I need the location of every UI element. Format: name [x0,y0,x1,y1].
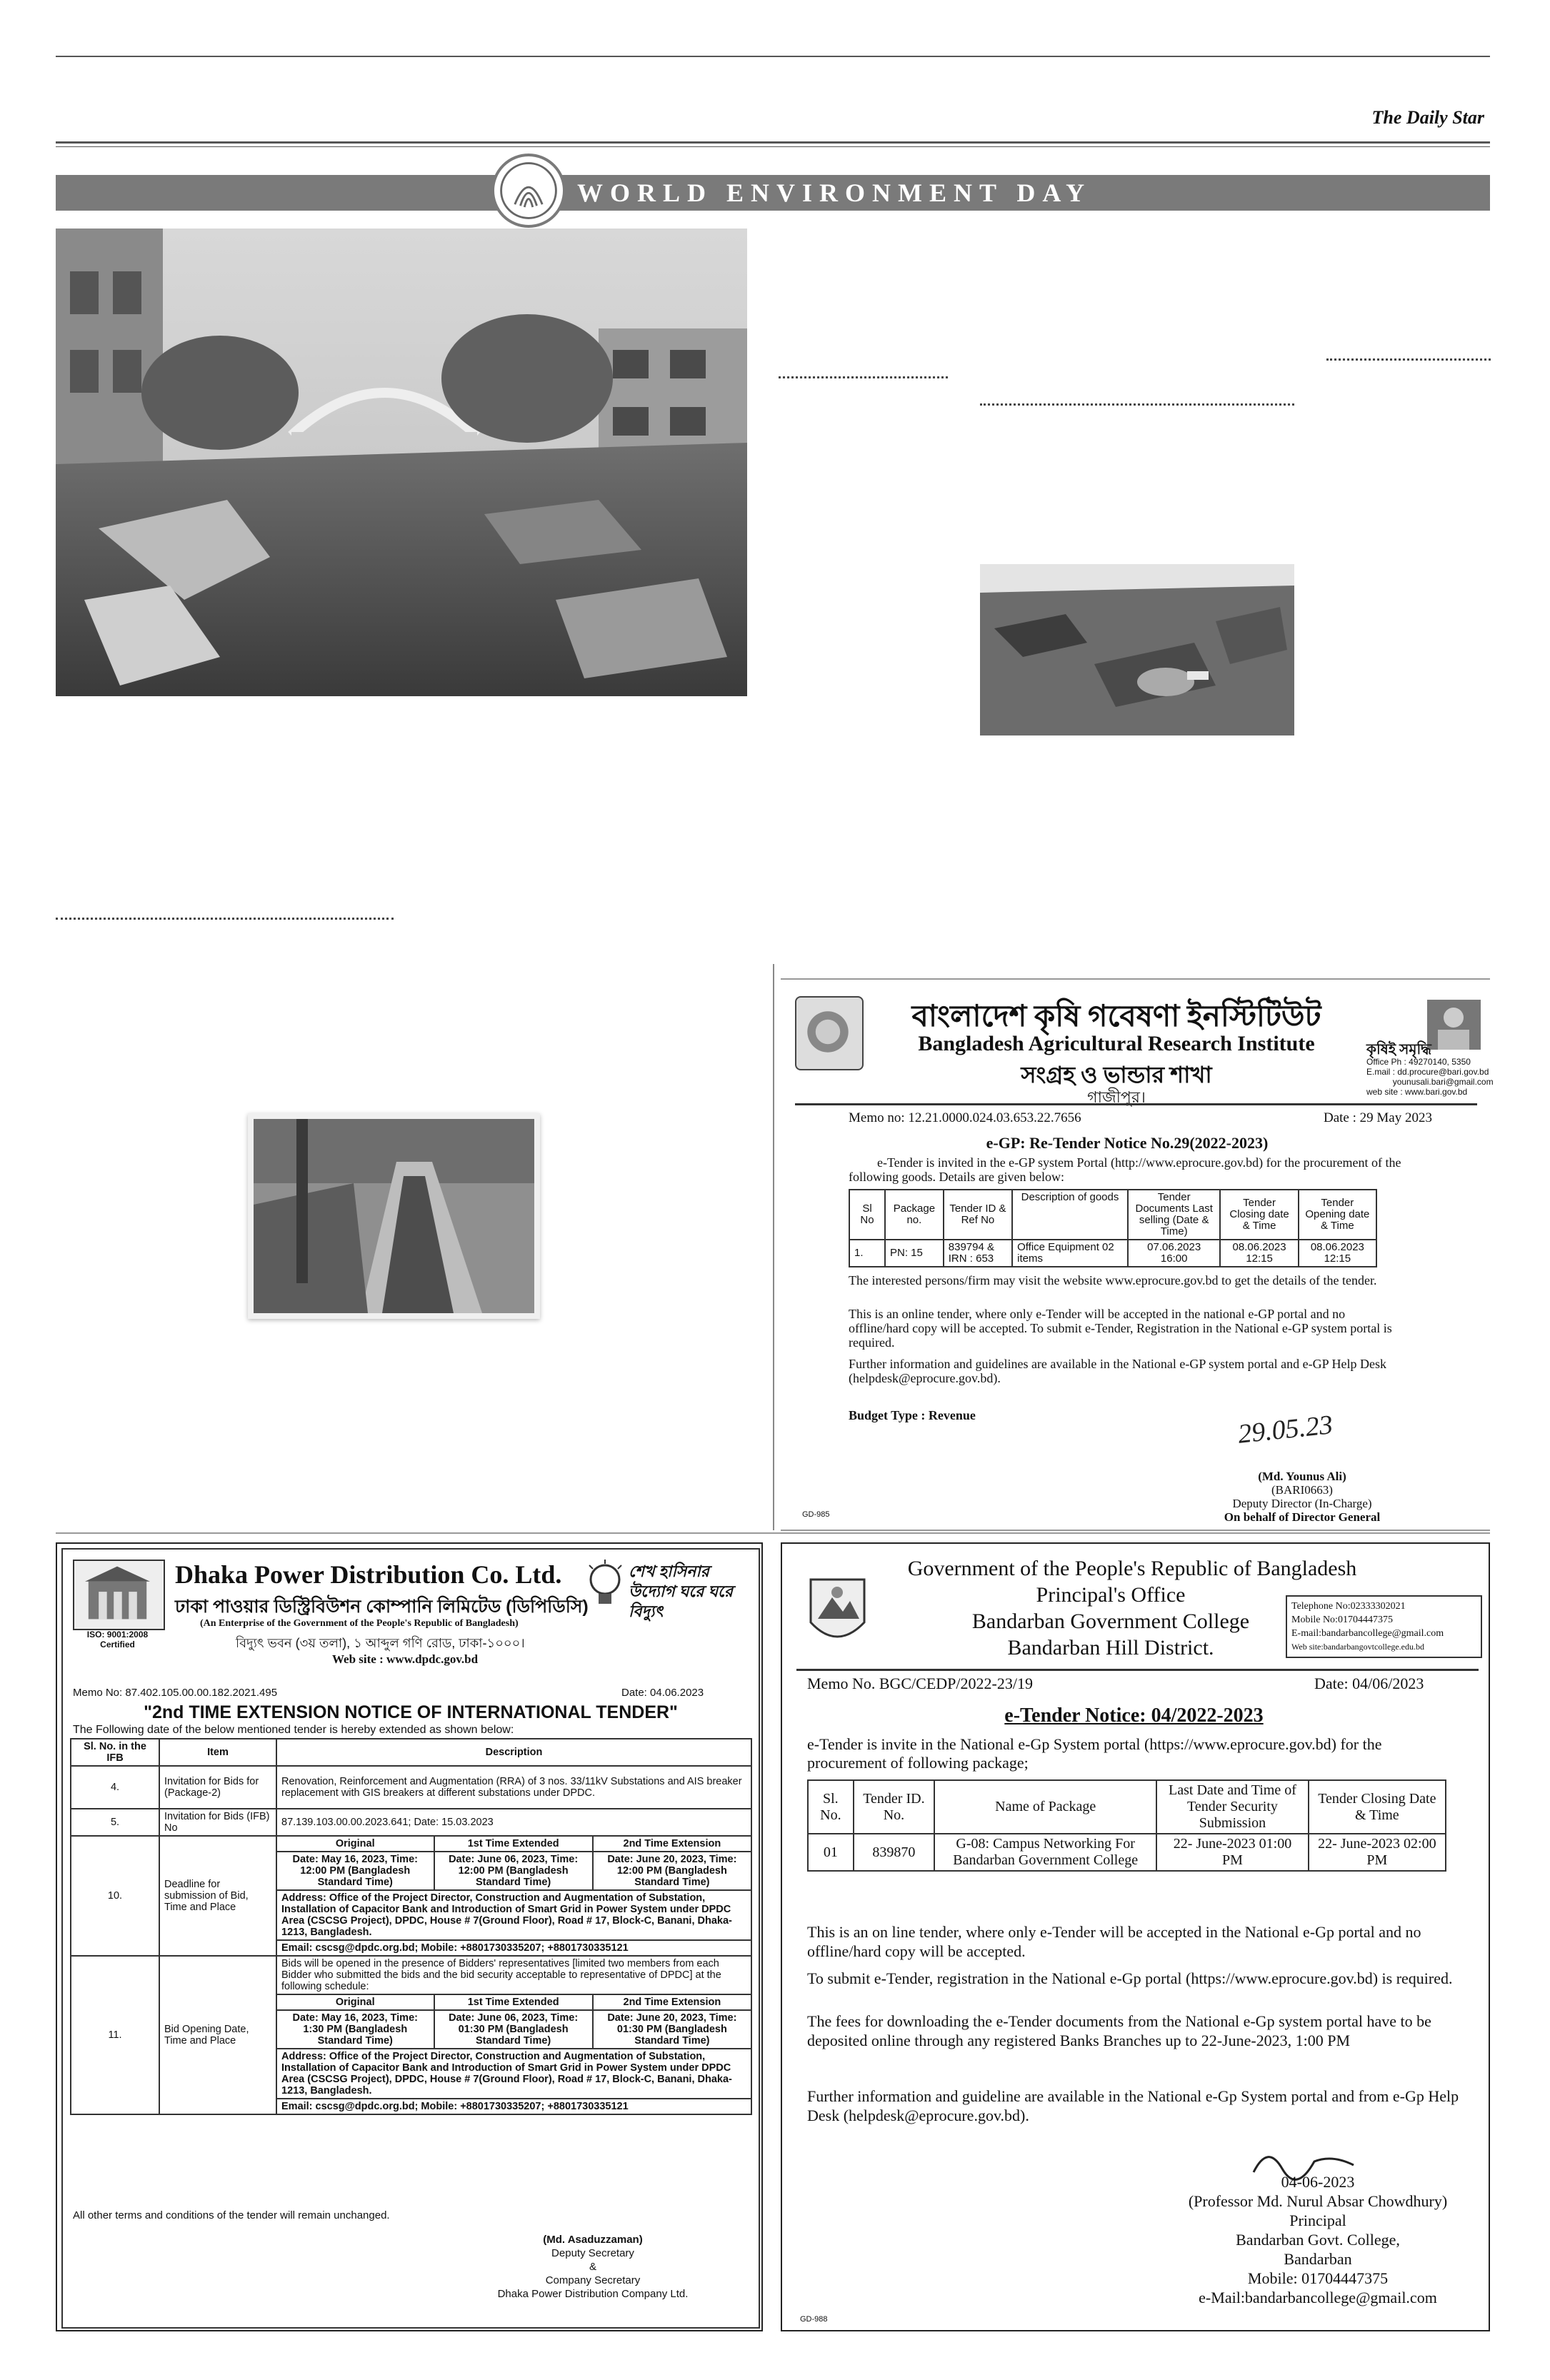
masthead: The Daily Star [1371,107,1484,128]
dpdc-logo [73,1560,165,1630]
dpdc-signer-org: Dhaka Power Distribution Company Ltd. [497,2288,689,2300]
bari-slogan: কৃষিই সমৃদ্ধি [1366,1042,1431,1058]
bari-signer-title: Deputy Director (In-Charge) [1232,1497,1372,1510]
portrait-icon [1427,1000,1481,1050]
bulb-logo [586,1558,625,1615]
bari-para3: Further information and guidelines are available in the National e-GP system portal and e-GP Help Desk (helpdesk@eprocure.gov.bd). [849,1357,1386,1385]
bgc-district: Bandarban Hill District. [1007,1636,1214,1660]
bgc-para2: To submit e-Tender, registration in the National e-Gp portal (https://www.eprocure.gov.bd) is required. [807,1969,1453,1987]
dpdc-footer: All other terms and conditions of the tender will remain unchanged. [73,2209,390,2221]
portrait [1427,1000,1481,1050]
bgc-para1: This is an on line tender, where only e-Tender will be accepted in the National e-Gp portal and no offline/hard copy will be accepted. [807,1923,1421,1960]
fingerprint-icon [494,156,563,225]
table-header-row: Sl. No. in the IFB Item Description [71,1739,751,1766]
header-rule [56,141,1490,144]
bgc-signer-email: e-Mail:bandarbancollege@gmail.com [1199,2289,1437,2306]
dpdc-signer-name: (Md. Asaduzzaman) [543,2234,643,2246]
column-rule [1326,358,1491,361]
bgc-signer-org: Bandarban Govt. College, [1236,2231,1400,2249]
bgc-signer-title: Principal [1289,2211,1346,2229]
bgc-telephone: Telephone No:02333302021 [1291,1601,1406,1612]
dpdc-extension-notice [56,1542,763,2331]
bari-name-en: Bangladesh Agricultural Research Institute [918,1032,1315,1055]
bari-tender-table [849,1189,1377,1267]
bgc-mobile: Mobile No:01704447375 [1291,1615,1393,1625]
table-row: Email: cscsg@dpdc.org.bd; Mobile: +8801730335207; +8801730335121 [71,2099,751,2114]
bari-intro: e-Tender is invited in the e-GP system Portal (http://www.eprocure.gov.bd) for the procurement of the following goods. Details are given below: [849,1155,1401,1184]
top-rule [56,56,1490,57]
table-row: 10. Deadline for submission of Bid, Time and Place Original 1st Time Extended 2nd Time Extension [71,1836,751,1852]
column-divider [773,964,774,1530]
dpdc-title: "2nd TIME EXTENSION NOTICE OF INTERNATIONAL TENDER" [144,1702,678,1722]
bgc-email: E-mail:bandarbancollege@gmail.com [1291,1628,1444,1639]
environment-day-logo [491,154,566,228]
table-row: 01 839870 G-08: Campus Networking For Bandarban Government College 22- June-2023 01:00 PM 22- June-2023 02:00 PM [808,1834,1446,1871]
bari-name-bn: বাংলাদেশ কৃষি গবেষণা ইনস্টিটিউট [911,1000,1321,1033]
dpdc-date: Date: 04.06.2023 [621,1687,704,1699]
bgc-sign-date: 04-06-2023 [1281,2173,1355,2191]
bgc-signer-city: Bandarban [1284,2250,1352,2268]
light-bulb-icon [586,1558,625,1615]
column-rule [980,403,1294,406]
dpdc-memo: Memo No: 87.402.105.00.00.182.2021.495 [73,1687,278,1699]
bari-logo [795,996,864,1070]
bari-signer-block [1195,1470,1409,1524]
dpdc-signer-title2: Company Secretary [545,2274,641,2286]
table-row: 4. Invitation for Bids for (Package-2) Renovation, Reinforcement and Augmentation (RRA) of 3 nos. 33/11kV Substations and AIS breaker replacement with GIS breakers at different substations under DPDC. [71,1766,751,1809]
bgc-para4: Further information and guideline are available in the National e-Gp System portal and from e-Gp Help Desk (helpdesk@eprocure.gov.bd). [807,2087,1459,2124]
building-icon [74,1561,161,1626]
bari-budget: Budget Type : Revenue [849,1408,976,1422]
column-rule [779,376,948,378]
bari-city-bn: গাজীপুর। [1087,1088,1146,1106]
table-row: 5. Invitation for Bids (IFB) No 87.139.103.00.00.2023.641; Date: 15.03.2023 [71,1809,751,1836]
photo-canal-waste [56,229,747,696]
bari-memo: Memo no: 12.21.0000.024.03.653.22.7656 [849,1110,1081,1125]
bgc-gd: GD-988 [800,2315,828,2324]
table-header-row: Sl. No. Tender ID. No. Name of Package Last Date and Time of Tender Security Submission Tender Closing Date & Time [808,1780,1446,1834]
bari-signature: 29.05.23 [1236,1410,1334,1450]
bgc-gov: Government of the People's Republic of Bangladesh [907,1557,1357,1580]
table-row: Date: May 16, 2023, Time: 1:30 PM (Bangladesh Standard Time) Date: June 06, 2023, Time: 01:30 PM (Bangladesh Standard Time) Date: June 20, 2023, Time: 01:30 PM (Bangladesh Standard Time) [71,2010,751,2049]
dpdc-name-en: Dhaka Power Distribution Co. Ltd. [175,1560,562,1589]
bgc-date: Date: 04/06/2023 [1314,1674,1424,1692]
bgc-contact-box [1286,1595,1482,1658]
dpdc-address-bn: বিদ্যুৎ ভবন (৩য় তলা), ১ আব্দুল গণি রোড, ঢাকা-১০০০। [236,1636,525,1650]
emblem-icon [796,998,859,1066]
table-row: Address: Office of the Project Director, Construction and Augmentation of Substation, Installation of Capacitor Bank and Introduction of Smart Grid in Power System under DPDC Area (CSCSG Project), DPDC, House # 7(Ground Floor), Road # 17, Block-C, Banani, Dhaka-1213, Bangladesh. [71,2049,751,2099]
section-rule [56,1532,1490,1534]
bgc-college: Bandarban Government College [971,1610,1250,1633]
bari-section-bn: সংগ্রহ ও ভান্ডার শাখা [1021,1062,1212,1088]
bari-date: Date : 29 May 2023 [1324,1110,1432,1125]
dpdc-enterprise: (An Enterprise of the Government of the People's Republic of Bangladesh) [200,1618,519,1629]
column-rule [56,918,394,920]
dpdc-signer-title: Deputy Secretary [551,2247,634,2259]
dpdc-iso: ISO: 9001:2008 Certified [86,1630,149,1650]
bgc-signer-name: (Professor Md. Nurul Absar Chowdhury) [1188,2192,1448,2210]
table-row: 1. PN: 15 839794 & IRN : 653 Office Equipment 02 items 07.06.2023 16:00 08.06.2023 12:15 08.06.2023 12:15 [849,1240,1376,1267]
dpdc-website: Web site : www.dpdc.gov.bd [332,1652,479,1666]
bari-contact: Office Ph : 49270140, 5350 E.mail : dd.procure@bari.gov.bd younusali.bari@gmail.com web site : www.bari.gov.bd [1366,1057,1494,1097]
bari-tender-notice [781,971,1494,1530]
bgc-web: Web site:bandarbangovtcollege.edu.bd [1291,1642,1424,1652]
bgc-memo: Memo No. BGC/CEDP/2022-23/19 [807,1674,1033,1692]
dpdc-signer-block [471,2233,714,2301]
table-header-row: Sl No Package no. Tender ID & Ref No Description of goods Tender Documents Last selling (Date & Time) Tender Closing date & Time Tender Opening date & Time [849,1190,1376,1240]
bari-signer-id: (BARI0663) [1271,1483,1333,1497]
bgc-title: e-Tender Notice: 04/2022-2023 [1004,1704,1264,1727]
bgc-signer-mobile: Mobile: 01704447375 [1247,2269,1389,2287]
table-row: Email: cscsg@dpdc.org.bd; Mobile: +8801730335207; +8801730335121 [71,1940,751,1956]
dpdc-subtitle: The Following date of the below mentioned tender is hereby extended as shown below: [73,1724,514,1736]
table-row: Date: May 16, 2023, Time: 12:00 PM (Bangladesh Standard Time) Date: June 06, 2023, Time: 12:00 PM (Bangladesh Standard Time) Date: June 20, 2023, Time: 12:00 PM (Bangladesh Standard Time) [71,1852,751,1890]
table-row: Address: Office of the Project Director, Construction and Augmentation of Substation, Installation of Capacitor Bank and Introduction of Smart Grid in Power System under DPDC Area (CSCSG Project), DPDC, House # 7(Ground Floor), Road # 17, Block-C, Banani, Dhaka-1213, Bangladesh. [71,1890,751,1940]
dpdc-signer-amp: & [589,2261,596,2273]
bgc-logo [804,1572,871,1651]
bari-title: e-GP: Re-Tender Notice No.29(2022-2023) [986,1134,1269,1152]
banner-title: WORLD ENVIRONMENT DAY [577,179,1092,207]
bari-signer-behalf: On behalf of Director General [1224,1510,1381,1524]
photo-drain [254,1119,534,1313]
bgc-para3: The fees for downloading the e-Tender documents from the National e-Gp system portal have to be deposited online through any registered Banks Branches up to 22-June-2023, 1:00 PM [807,2012,1431,2049]
bgc-intro: e-Tender is invite in the National e-Gp System portal (https://www.eprocure.gov.bd) for the procurement of following package; [807,1735,1382,1772]
header-rule-2 [56,146,1490,147]
college-emblem-icon [804,1572,871,1651]
photo-riverbank-plastic [980,564,1294,735]
bari-para2: This is an online tender, where only e-Tender will be accepted in the national e-GP portal and no offline/hard copy will be accepted. To submit e-Tender, Registration in the National e-GP system portal is required. [849,1307,1392,1350]
dpdc-name-bn: ঢাকা পাওয়ার ডিস্ট্রিবিউশন কোম্পানি লিমিটেড (ডিপিডিসি) [175,1597,589,1617]
bari-para1: The interested persons/firm may visit the website www.eprocure.gov.bd to get the details of the tender. [849,1273,1377,1287]
bgc-tender-notice [781,1542,1490,2331]
bgc-signer-block [1168,2172,1468,2307]
bgc-tender-table [807,1779,1446,1872]
dpdc-extension-table [70,1738,752,2115]
dpdc-slogan: শেখ হাসিনার উদ্যোগ ঘরে ঘরে বিদ্যুৎ [629,1562,733,1620]
bari-signer-name: (Md. Younus Ali) [1258,1470,1346,1483]
bgc-office: Principal's Office [1036,1583,1186,1607]
bari-gd: GD-985 [802,1510,830,1519]
table-row: 11. Bid Opening Date, Time and Place Bids will be opened in the presence of Bidders' representatives [limited two members from each Bidder who submitted the bids and the bid security acceptable to representative of DPDC] at the following schedule: [71,1956,751,1994]
table-row: Original 1st Time Extended 2nd Time Extension [71,1994,751,2010]
